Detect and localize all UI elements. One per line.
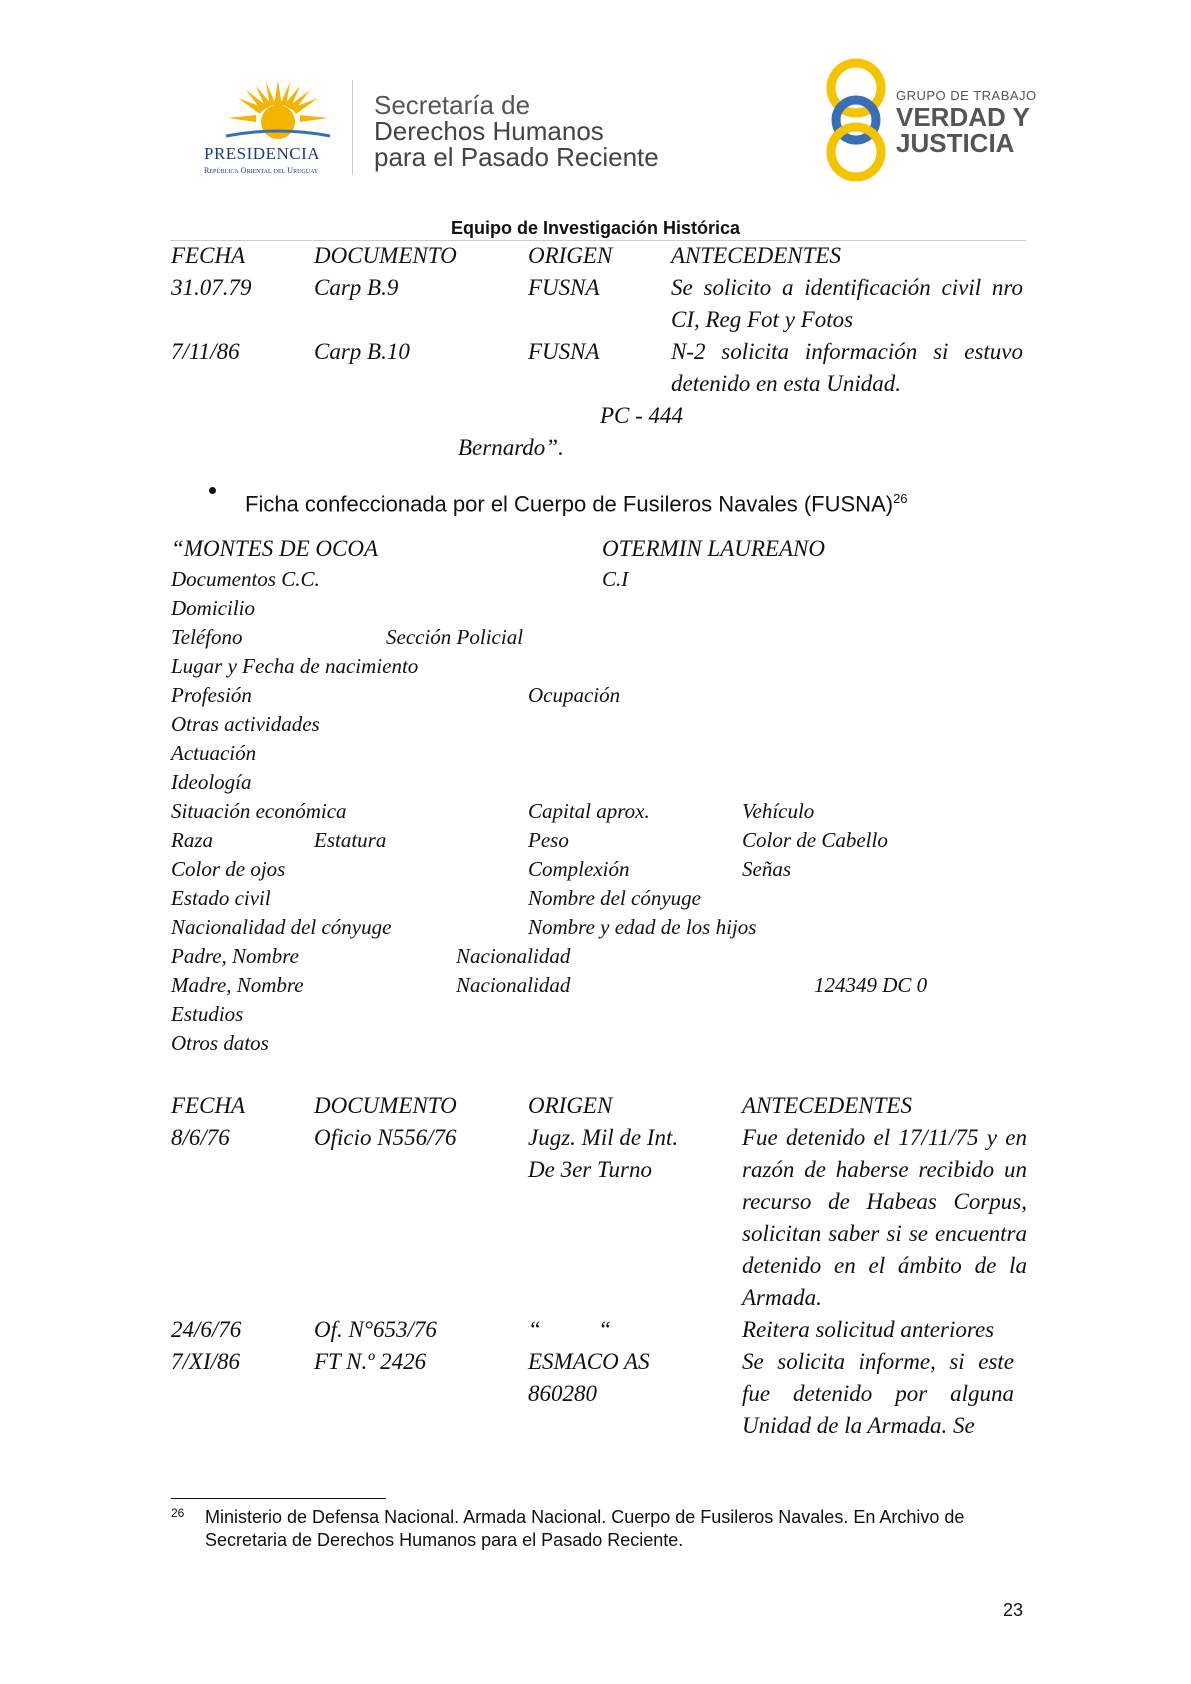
ficha-padre: Padre, Nombre [171, 944, 299, 968]
t2-r2-antecedentes: Reitera solicitud anteriores [742, 1317, 995, 1342]
gvj-line-1: GRUPO DE TRABAJO [896, 88, 1037, 103]
ficha-surname: “MONTES DE OCOA [171, 536, 379, 561]
t1-r2-documento: Carp B.10 [314, 339, 410, 364]
presidencia-logo [196, 78, 356, 178]
pc-number: PC - 444 [600, 403, 684, 428]
t1-r1-documento: Carp B.9 [314, 275, 399, 300]
verdad-justicia-logo [822, 58, 1037, 182]
republica-subtitle: República Oriental del Uruguay [204, 166, 319, 175]
t2-r3-antecedentes: Se solicita informe, si este fue detenido por alguna Unidad de la Armada. Se [742, 1349, 1014, 1438]
ficha-peso: Peso [528, 828, 569, 852]
ficha-ojos: Color de ojos [171, 857, 286, 881]
t2-r3-fecha: 7/XI/86 [171, 1349, 240, 1374]
ficha-otros: Otros datos [171, 1031, 269, 1055]
footnote-number: 26 [171, 1506, 185, 1520]
t2-r3-origen: ESMACO AS 860280 [528, 1349, 650, 1406]
footnote-ref[interactable]: 26 [893, 491, 908, 506]
t1-header-antecedentes: ANTECEDENTES [671, 243, 841, 268]
ficha-hijos: Nombre y edad de los hijos [528, 915, 757, 939]
footnote-text: Ministerio de Defensa Nacional. Armada Nacional. Cuerpo de Fusileros Navales. En Archivo de Secretaria de Derechos Humanos para el Pasado Reciente. [205, 1507, 965, 1550]
t2-r2-origen: “ “ [528, 1317, 612, 1342]
t1-r2-origen: FUSNA [528, 339, 600, 364]
t2-r3-documento: FT N.º 2426 [314, 1349, 427, 1374]
ficha-ocupacion: Ocupación [528, 683, 621, 707]
bullet-text [245, 484, 908, 519]
t2-header-antecedentes: ANTECEDENTES [742, 1093, 912, 1118]
ficha-nac-madre: Nacionalidad [456, 973, 571, 997]
ficha-raza: Raza [171, 828, 213, 852]
team-title: Equipo de Investigación Histórica [450, 218, 741, 238]
ficha-capital: Capital aprox. [528, 799, 650, 823]
presidencia-title: PRESIDENCIA [204, 144, 321, 163]
secretaria-line-3: para el Pasado Reciente [374, 142, 659, 172]
page-number: 23 [1003, 1600, 1024, 1620]
t2-header-fecha: FECHA [171, 1093, 246, 1118]
t1-r1-antecedentes: Se solicito a identificación civil nro CI, Reg Fot y Fotos [671, 275, 1023, 332]
secretaria-line-1: Secretaría de [374, 90, 531, 120]
ficha-estado: Estado civil [171, 886, 271, 910]
ficha-nac-conyuge: Nacionalidad del cónyuge [171, 915, 392, 939]
ficha-actuacion: Actuación [171, 741, 257, 765]
bullet-label: Ficha confeccionada por el Cuerpo de Fusileros Navales (FUSNA) [245, 491, 894, 517]
ficha-lugar: Lugar y Fecha de nacimiento [171, 654, 419, 678]
t2-r1-origen: Jugz. Mil de Int. De 3er Turno [528, 1125, 679, 1182]
t1-r2-fecha: 7/11/86 [171, 339, 240, 364]
secretaria-logo-text [374, 92, 659, 170]
ficha-senas: Señas [742, 857, 791, 881]
rings-icon [822, 58, 902, 182]
ficha-complexion: Complexión [528, 857, 630, 881]
t1-header-fecha: FECHA [171, 243, 246, 268]
t2-r2-documento: Of. N°653/76 [314, 1317, 437, 1342]
ficha-situacion: Situación económica [171, 799, 347, 823]
ficha-nac-padre: Nacionalidad [456, 944, 571, 968]
ficha-documentos: Documentos C.C. [171, 567, 320, 591]
t2-header-documento: DOCUMENTO [314, 1093, 457, 1118]
ficha-conyuge: Nombre del cónyuge [528, 886, 702, 910]
gvj-line-2: VERDAD Y [896, 102, 1030, 132]
ficha-code: 124349 DC 0 [814, 973, 928, 997]
ficha-name: OTERMIN LAUREANO [602, 536, 825, 561]
t2-r1-fecha: 8/6/76 [171, 1125, 230, 1150]
t2-r1-documento: Oficio N556/76 [314, 1125, 457, 1150]
ficha-otras: Otras actividades [171, 712, 320, 736]
t1-r2-antecedentes: N-2 solicita información si estuvo detenido en esta Unidad. [671, 339, 1023, 396]
t2-r2-fecha: 24/6/76 [171, 1317, 242, 1342]
ficha-vehiculo: Vehículo [742, 799, 815, 823]
t2-header-origen: ORIGEN [528, 1093, 613, 1118]
ficha-ideologia: Ideología [171, 770, 252, 794]
t1-header-origen: ORIGEN [528, 243, 613, 268]
t1-header-documento: DOCUMENTO [314, 243, 457, 268]
closing-quote: Bernardo”. [458, 435, 564, 460]
footnote-rule [171, 1498, 386, 1499]
ficha-madre: Madre, Nombre [171, 973, 304, 997]
ficha-seccion: Sección Policial [386, 625, 524, 649]
ficha-ci: C.I [602, 567, 629, 591]
ficha-estatura: Estatura [314, 828, 387, 852]
t1-r1-fecha: 31.07.79 [171, 275, 252, 300]
ficha-domicilio: Domicilio [171, 596, 255, 620]
gvj-line-3: JUSTICIA [896, 128, 1015, 158]
t2-r1-antecedentes: Fue detenido el 17/11/75 y en razón de haberse recibido un recurso de Habeas Corpus, solicitan saber si se encuentra detenido en el ámbito de la Armada. [742, 1125, 1027, 1310]
bullet-dot [209, 487, 216, 494]
ficha-cabello: Color de Cabello [742, 828, 888, 852]
t1-r1-origen: FUSNA [528, 275, 600, 300]
ficha-telefono: Teléfono [171, 625, 243, 649]
header-divider [352, 80, 353, 175]
sun-icon [196, 78, 356, 148]
ficha-estudios: Estudios [171, 1002, 244, 1026]
ficha-profesion: Profesión [171, 683, 252, 707]
secretaria-line-2: Derechos Humanos [374, 116, 604, 146]
